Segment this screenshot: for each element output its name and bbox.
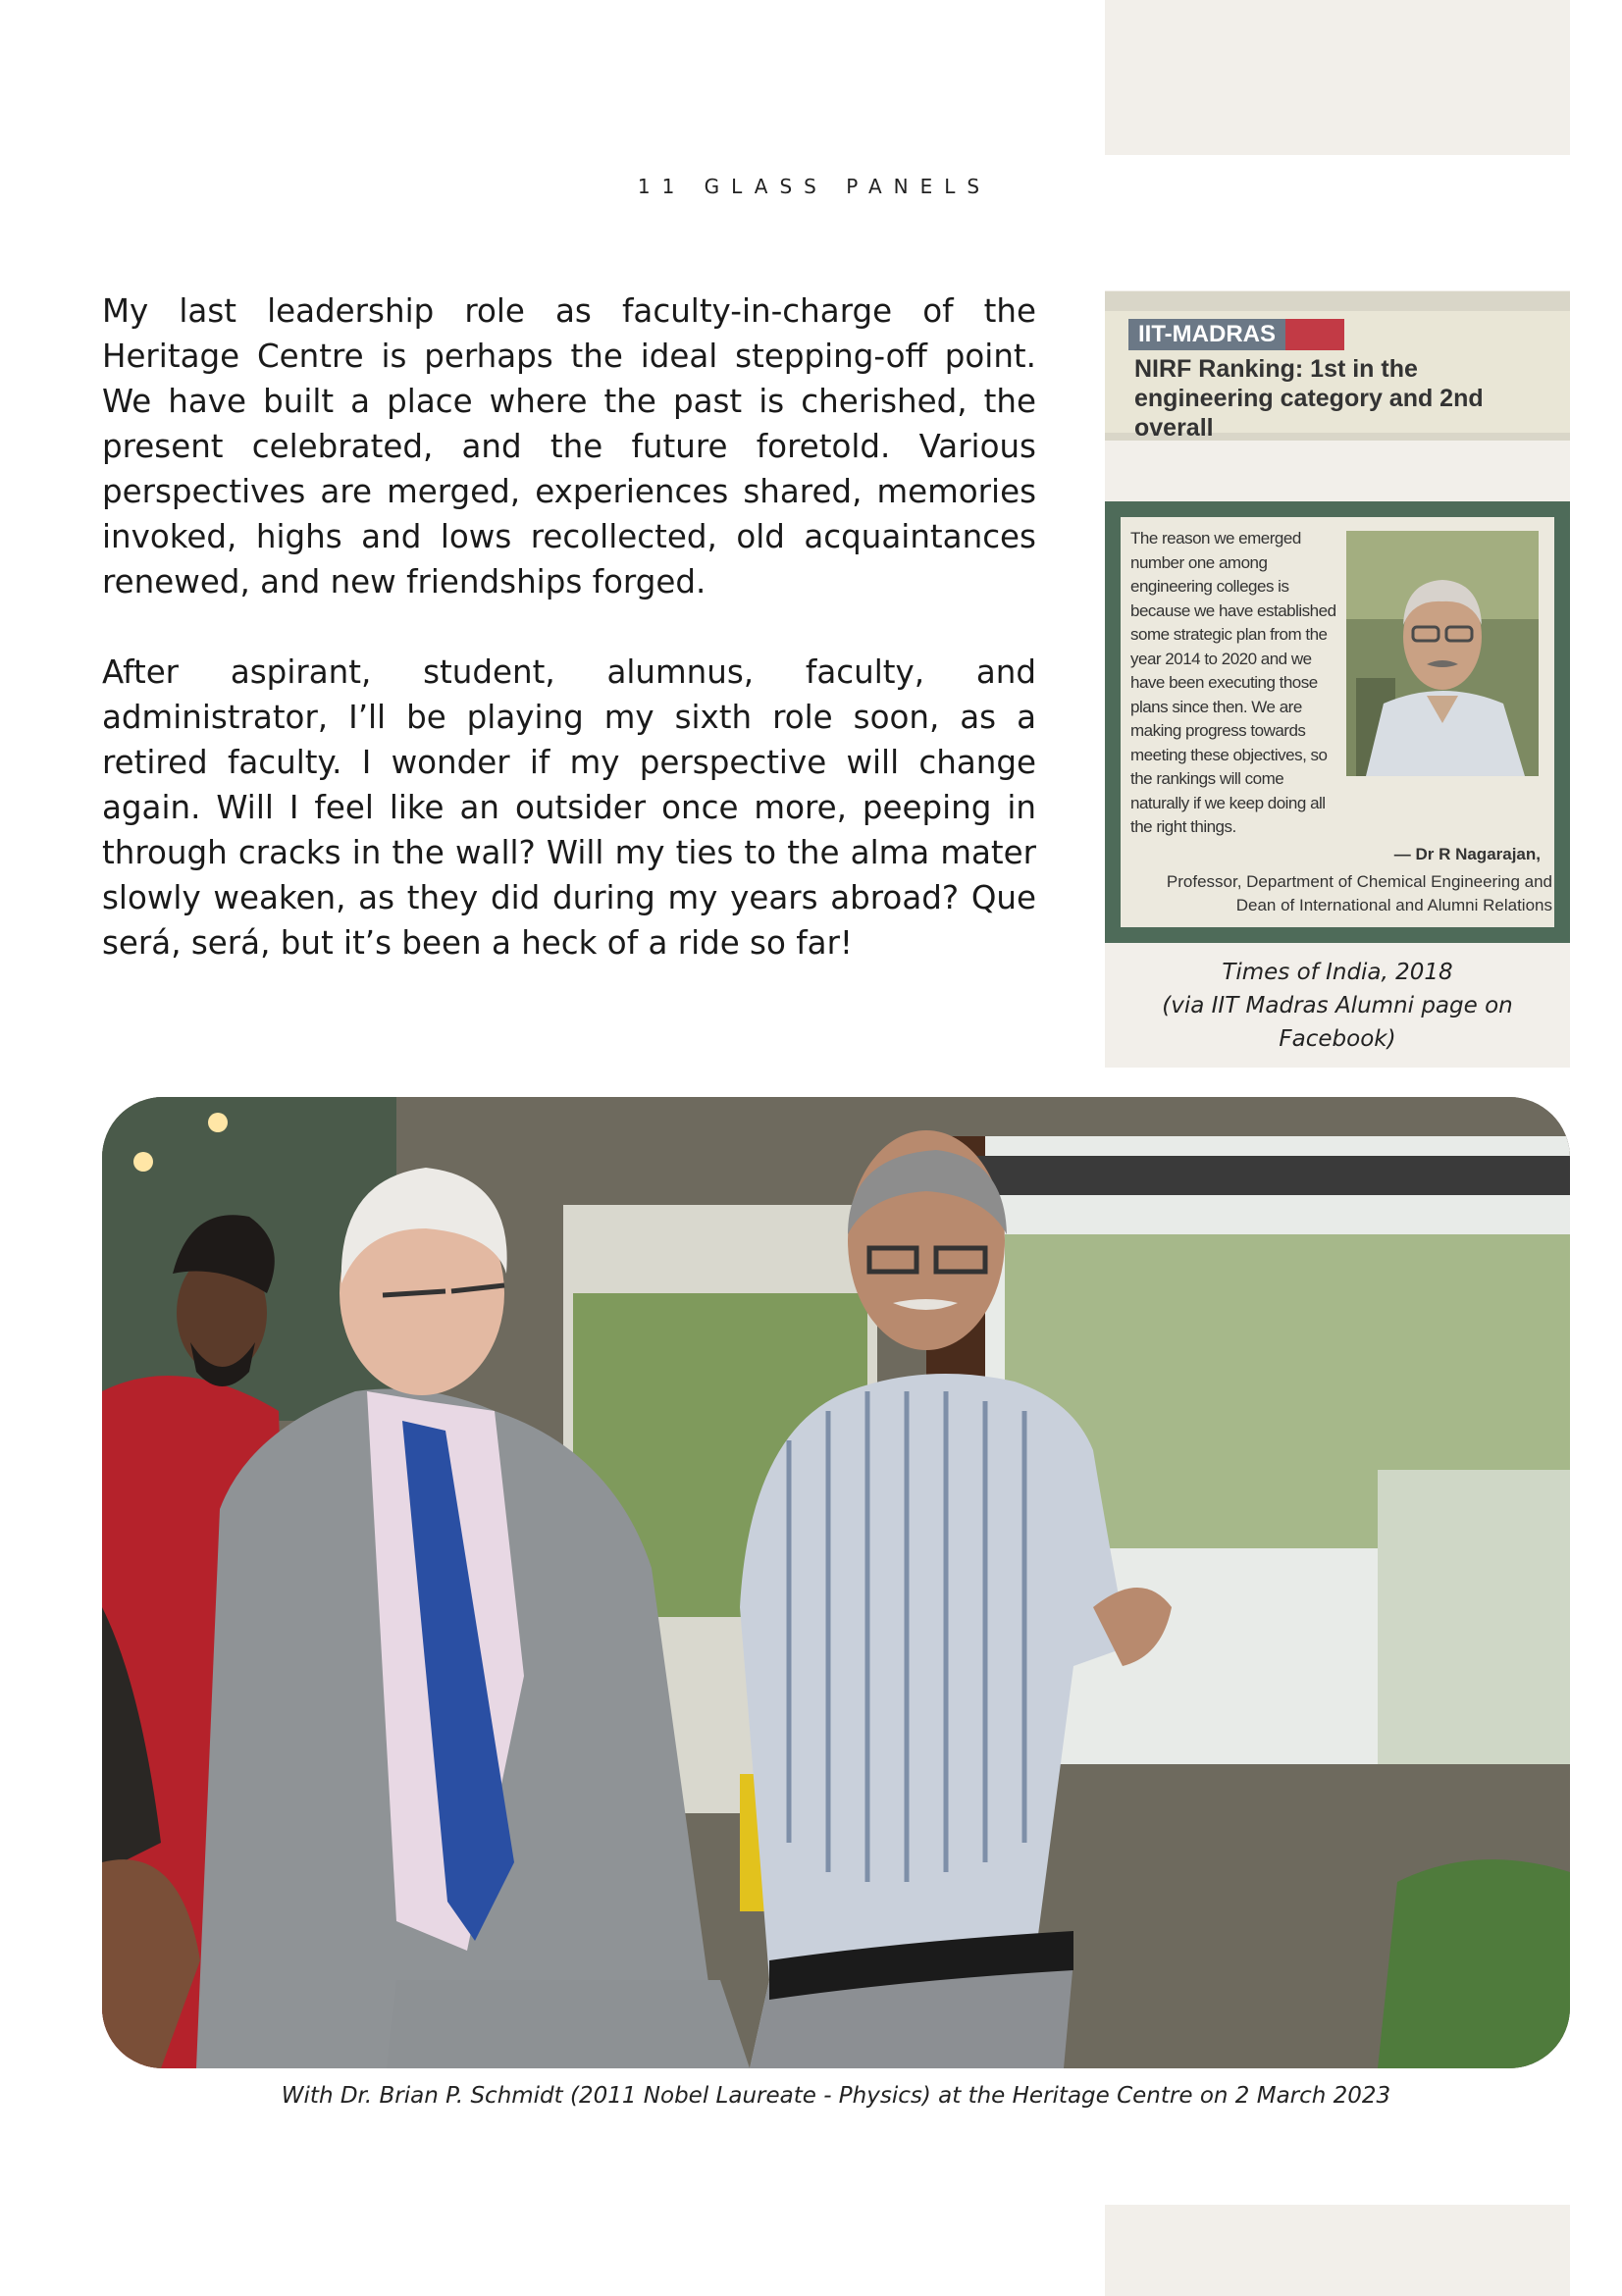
clipping-attribution-name: — Dr R Nagarajan, (1393, 845, 1541, 863)
newspaper-clipping-quote (1105, 501, 1570, 943)
portrait-photo (1346, 531, 1539, 776)
clipping-headline: NIRF Ranking: 1st in the engineering category and 2nd overall (1134, 355, 1484, 441)
body-paragraph-2: After aspirant, student, alumnus, faculty, and administrator, I’ll be playing my sixth role soon, as a retired faculty. I wonder if my perspective will change again. Will I feel like an outsider once more, peeping in through cracks in the wall? Will my ties to the alma mater slowly weaken, as they did during my years abroad? Que será, será, but it’s been a heck of a ride so far! (102, 653, 1036, 962)
clipping-attribution-title: Professor, Department of Chemical Engineering and Dean of International and Alumni Relations (1166, 872, 1552, 914)
running-header: 11 GLASS PANELS (637, 175, 992, 198)
photo-caption: With Dr. Brian P. Schmidt (2011 Nobel Laureate - Physics) at the Heritage Centre on 2 March 2023 (281, 2083, 1391, 2109)
clipping-quote: The reason we emerged number one among engineering colleges is because we have established some strategic plan from the year 2014 to 2020 and we have been executing those plans since then. We are making progress towards meeting these objectives, so the rankings will come naturally if we keep doing all the right things. (1130, 529, 1336, 836)
event-photo (102, 1097, 1570, 2068)
newspaper-clipping-headline (1105, 291, 1570, 441)
clipping-tag: IIT-MADRAS (1128, 319, 1344, 350)
beige-panel-bottom (1105, 2205, 1570, 2296)
body-text (102, 288, 1036, 1011)
body-paragraph-1: My last leadership role as faculty-in-charge of the Heritage Centre is perhaps the ideal stepping-off point. We have built a place where the past is cherished, the present celebrated, and the future foretold. Various perspectives are merged, experiences shared, memories invoked, highs and lows recollected, old acquaintances renewed, and new friendships forged. (102, 292, 1036, 600)
beige-panel-top (1105, 0, 1570, 155)
clipping-caption-text: Times of India, 2018 (via IIT Madras Alumni page on Facebook) (1162, 960, 1513, 1052)
clipping-caption (1105, 956, 1570, 1056)
